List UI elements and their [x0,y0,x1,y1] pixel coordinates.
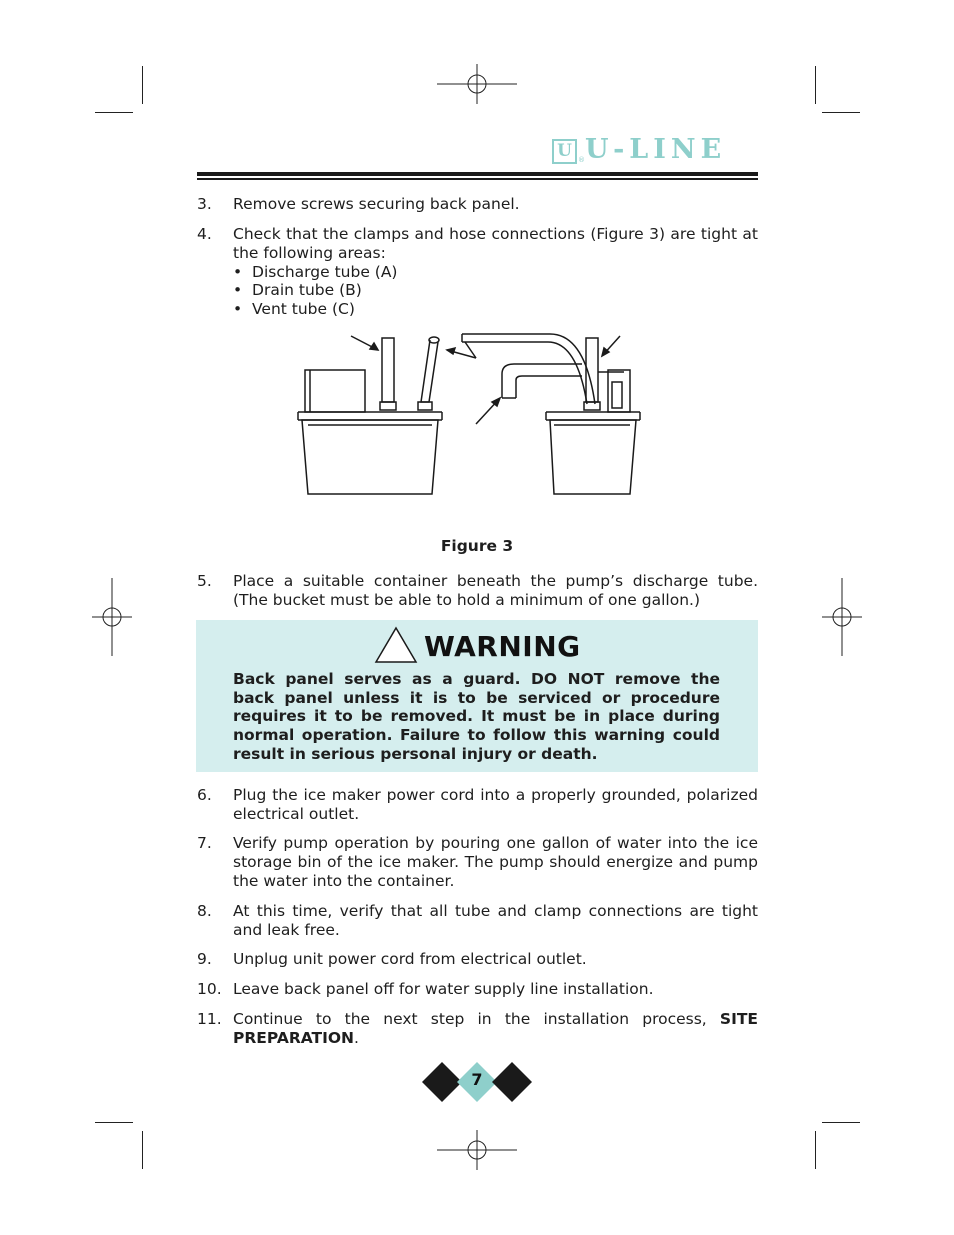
step-4 [197,225,758,263]
page-number: 7 [471,1070,483,1089]
registration-mark-bottom [437,1130,517,1170]
step-number: 3. [197,195,212,213]
step-6 [197,786,758,824]
step-text: Verify pump operation by pouring one gallon of water into the ice storage bin of the ice maker. The pump should energize and pump the water into the container. [233,834,758,890]
step-text: Place a suitable container beneath the pump’s discharge tube. (The bucket must be able to hold a minimum of one gallon.) [233,572,758,609]
step-number: 8. [197,902,212,920]
step-text: Leave back panel off for water supply line installation. [233,980,654,998]
step-number: 7. [197,834,212,852]
step-9 [197,950,758,969]
step-text-main: Continue to the next step in the installation process, [233,1010,720,1028]
bullet-text: Discharge tube (A) [252,263,398,281]
bullet-glyph: • [233,263,243,281]
step-text: At this time, verify that all tube and clamp connections are tight and leak free. [233,902,758,939]
bullet-item [233,263,397,282]
step-10 [197,980,758,999]
warning-text: Back panel serves as a guard. DO NOT remove the back panel unless it is to be serviced or procedure requires it to be removed. It must be in place during normal operation. Failure to follow this warning could result in serious personal injury or death. [233,670,720,763]
brand-logo: U-LINE [585,134,727,165]
step-number: 5. [197,572,212,590]
step-text [233,1010,758,1048]
step-5 [197,572,758,610]
warning-title: WARNING [424,630,581,663]
step-number: 9. [197,950,212,968]
bullet-glyph: • [233,300,243,318]
step-11 [197,1010,758,1048]
site-preparation-link-text: SITE PREPARATION [233,1010,758,1047]
bullet-item [233,300,355,319]
step-number: 11. [197,1010,222,1028]
step-number: 10. [197,980,222,998]
registration-mark-left [92,578,132,656]
bullet-glyph: • [233,281,243,299]
header-rule [197,172,758,176]
figure-caption: Figure 3 [440,537,514,555]
step-7 [197,834,758,891]
step-text: Unplug unit power cord from electrical outlet. [233,950,587,968]
bullet-item [233,281,362,300]
pump-diagram [290,328,650,500]
step-text: Check that the clamps and hose connections (Figure 3) are tight at the following areas: [233,225,758,262]
step-text: Plug the ice maker power cord into a properly grounded, polarized electrical outlet. [233,786,758,823]
header-rule-thin [197,178,758,180]
bullet-text: Drain tube (B) [252,281,362,299]
step-3 [197,195,758,214]
step-text: Remove screws securing back panel. [233,195,520,213]
step-number: 4. [197,225,212,243]
warning-triangle-icon [374,626,418,664]
registration-mark-right [822,578,862,656]
step-text-end: . [354,1029,359,1047]
step-number: 6. [197,786,212,804]
registration-mark-top [437,64,517,104]
bullet-text: Vent tube (C) [252,300,355,318]
logo-icon: U [552,139,577,164]
registered-mark: ® [578,156,585,164]
step-8 [197,902,758,940]
